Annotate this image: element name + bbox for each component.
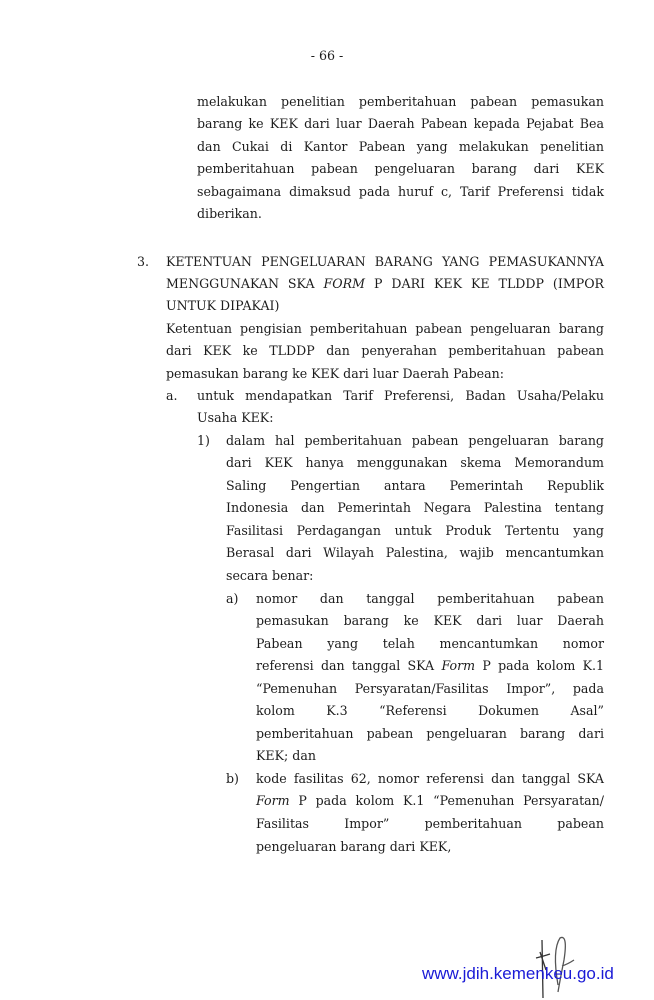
text-segment: P pada kolom K.1 [475, 658, 604, 673]
section-number: 3. [137, 254, 150, 269]
text-segment: Usaha KEK: [197, 410, 274, 425]
section-intro-line [166, 320, 604, 338]
item-marker: 1) [197, 433, 210, 448]
text-segment: Indonesia dan Pemerintah Negara Palestina tentang [226, 500, 604, 515]
item-1-line [226, 477, 604, 495]
section-heading-line [166, 253, 604, 271]
sub-a-line [256, 747, 604, 765]
text-segment: Fasilitasi Perdagangan untuk Produk Tertentu yang [226, 523, 604, 538]
sub-a-line [256, 612, 604, 630]
item-marker: a. [166, 388, 178, 403]
text-segment: P DARI KEK KE TLDDP (IMPOR [364, 276, 604, 291]
sub-b-line [256, 815, 604, 833]
sub-a-line [256, 657, 604, 675]
text-segment: pengeluaran barang dari KEK, [256, 839, 452, 854]
item-marker: a) [226, 591, 239, 606]
text-segment: Berasal dari Wilayah Palestina, wajib mencantumkan [226, 545, 604, 560]
text-segment: pemberitahuan pabean pengeluaran barang dari [256, 726, 604, 741]
text-segment: secara benar: [226, 568, 314, 583]
sub-a-line [256, 635, 604, 653]
sub-a-line [256, 702, 604, 720]
page-number: - 66 - [310, 48, 344, 63]
continuation-line: barang ke KEK dari luar Daerah Pabean kepada Pejabat Bea [197, 116, 604, 131]
text-segment: referensi dan tanggal SKA [256, 658, 442, 673]
item-marker: b) [226, 771, 239, 786]
website-link[interactable]: www.jdih.kemenkeu.go.id [422, 964, 614, 983]
text-segment: Saling Pengertian antara Pemerintah Republik [226, 478, 604, 493]
text-segment: Ketentuan pengisian pemberitahuan pabean pengeluaran barang [166, 321, 604, 336]
text-segment: pemasukan barang ke KEK dari luar Daerah [256, 613, 604, 628]
text-segment: untuk mendapatkan Tarif Preferensi, Badan Usaha/Pelaku [197, 388, 604, 403]
section-intro-line [166, 342, 604, 360]
text-segment: dalam hal pemberitahuan pabean pengeluaran barang [226, 433, 604, 448]
text-segment: MENGGUNAKAN SKA [166, 276, 324, 291]
continuation-line: pemberitahuan pabean pengeluaran barang dari KEK [197, 161, 604, 176]
sub-a-line [256, 590, 604, 608]
text-segment: dari KEK hanya menggunakan skema Memorandum [226, 455, 604, 470]
text-segment: nomor dan tanggal pemberitahuan pabean [256, 591, 604, 606]
text-segment: Pabean yang telah mencantumkan nomor [256, 636, 604, 651]
text-segment: Fasilitas Impor” pemberitahuan pabean [256, 816, 604, 831]
section-heading-line [166, 297, 604, 315]
continuation-line: diberikan. [197, 206, 262, 221]
item-1-line [226, 522, 604, 540]
item-1-line [226, 432, 604, 450]
sub-a-line [256, 680, 604, 698]
section-intro-line [166, 365, 604, 383]
continuation-line: dan Cukai di Kantor Pabean yang melakukan penelitian [197, 139, 604, 154]
text-segment: KEK; dan [256, 748, 316, 763]
item-1-line [226, 499, 604, 517]
item-1-line [226, 454, 604, 472]
item-a-line [197, 387, 604, 405]
sub-b-line [256, 838, 604, 856]
text-segment: kode fasilitas 62, nomor referensi dan tanggal SKA [256, 771, 604, 786]
italic-term: FORM [323, 276, 365, 291]
sub-b-line [256, 770, 604, 788]
text-segment: “Pemenuhan Persyaratan/Fasilitas Impor”, pada [256, 681, 604, 696]
item-a-line [197, 409, 604, 427]
item-1-line [226, 567, 604, 585]
text-segment: pemasukan barang ke KEK dari luar Daerah Pabean: [166, 366, 504, 381]
sub-b-line [256, 792, 604, 810]
continuation-line: sebagaimana dimaksud pada huruf c, Tarif Preferensi tidak [197, 184, 604, 199]
sub-a-line [256, 725, 604, 743]
text-segment: dari KEK ke TLDDP dan penyerahan pemberitahuan pabean [166, 343, 604, 358]
italic-term: Form [256, 793, 290, 808]
section-heading-line [166, 275, 604, 293]
continuation-line: melakukan penelitian pemberitahuan pabean pemasukan [197, 94, 604, 109]
text-segment: kolom K.3 “Referensi Dokumen Asal” [256, 703, 604, 718]
text-segment: P pada kolom K.1 “Pemenuhan Persyaratan/ [289, 793, 604, 808]
italic-term: Form [441, 658, 476, 673]
text-segment: KETENTUAN PENGELUARAN BARANG YANG PEMASUKANNYA [166, 254, 604, 269]
item-1-line [226, 544, 604, 562]
text-segment: UNTUK DIPAKAI) [166, 298, 280, 313]
